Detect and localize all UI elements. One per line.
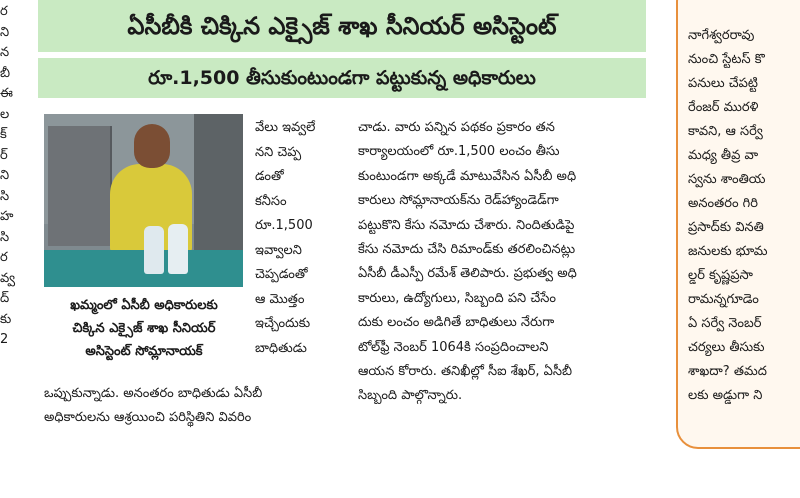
text-line: మధ్య తీవ్ర వా <box>688 148 759 163</box>
text-line: హ <box>0 209 14 224</box>
headline: ఏసీబీకి చిక్కిన ఎక్సైజ్ శాఖ సీనియర్ అసిస్టెంట్ <box>38 0 646 52</box>
text-line: ని <box>0 168 10 183</box>
text-line: పట్టుకొని కేసు నమోదు చేశారు. నిందితుడిపై <box>358 217 575 233</box>
text-line: కు <box>0 311 12 327</box>
text-line: టోల్‌ఫ్రీ నెంబర్ 1064కి సంప్రదించాలని <box>358 339 549 355</box>
subheadline: రూ.1,500 తీసుకుంటుండగా పట్టుకున్న అధికారులు <box>38 58 646 98</box>
text-line: ప్రసాద్‌కు వినతి <box>688 220 764 235</box>
text-line: స్వను శాంతియ <box>688 172 766 187</box>
text-line: కార్యాలయంలో రూ.1,500 లంచం తీసు <box>358 144 560 160</box>
text-line: 2 <box>0 332 9 347</box>
photo-bottle <box>144 226 164 274</box>
photo-caption <box>44 294 244 363</box>
text-line: ఆయన కోరారు. తనిఖీల్లో సీఐ శేఖర్, ఏసీబీ <box>358 363 573 379</box>
text-line: అనంతరం గిరి <box>688 196 758 211</box>
text-line: రూ.1,500 <box>255 218 313 233</box>
text-line: ర <box>0 4 8 19</box>
text-line: లకు అడ్డుగా ని <box>688 388 763 403</box>
caption-line: అసిస్టెంట్ సోమ్లానాయక్ <box>85 344 203 359</box>
text-line: క్ <box>0 127 7 142</box>
text-line <box>688 0 800 24</box>
news-photo <box>44 114 243 287</box>
text-line: ఏ సర్వే నెంబర్ <box>688 316 762 331</box>
text-line: రేంజర్ మురళి <box>688 100 759 115</box>
article-column-1-bottom <box>44 382 344 430</box>
text-line: డంతో <box>255 169 284 184</box>
text-line: సి <box>0 229 10 245</box>
text-line: ఒప్పుకున్నాడు. అనంతరం బాధితుడు ఏసీబీ <box>44 386 263 401</box>
caption-line: ఖమ్మంలో ఏసీబీ అధికారులకు <box>70 298 218 313</box>
text-line: ఇచ్చేందుకు <box>255 316 311 331</box>
text-line: ఏసీబీ డీఎస్పీ రమేశ్ తెలిపారు. ప్రభుత్వ అధి <box>358 266 577 282</box>
text-line: చాడు. వారు పన్నిన పథకం ప్రకారం తన <box>358 120 555 135</box>
text-line: ఇవ్వాలని <box>255 242 302 258</box>
left-column-fragment <box>0 2 22 351</box>
text-line: ద్ <box>0 291 10 306</box>
photo-person-head <box>134 124 170 168</box>
text-line: ర్ <box>0 147 8 163</box>
text-line: కనీసం <box>255 193 287 209</box>
text-line: బాధితుడు <box>255 340 307 356</box>
article-column-2 <box>358 116 636 409</box>
text-line: కేసు నమోదు చేసి రిమాండ్‌కు తరలించినట్లు <box>358 241 576 257</box>
text-line: కావని, ఆ సర్వే <box>688 124 763 139</box>
text-line: జనులకు భూమ <box>688 244 768 259</box>
text-line: న <box>0 45 10 60</box>
text-line: కారులు సోమ్లానాయక్‌ను రెడ్‌హ్యాండెడ్‌గా <box>358 193 559 209</box>
text-line: రామన్నగూడెం <box>688 292 759 307</box>
text-line: ల్డర్ కృష్ణప్రసా <box>688 268 753 283</box>
text-line: నాగేశ్వరరావు <box>688 28 755 43</box>
text-line: దుకు లంచం అడిగితే బాధితులు నేరుగా <box>358 315 555 331</box>
caption-line: చిక్కిన ఎక్సైజ్ శాఖ సీనియర్ <box>72 321 216 336</box>
text-line: అధికారులను ఆశ్రయించి పరిస్థితిని వివరిం <box>44 410 252 425</box>
text-line: నని చెప్ప <box>255 144 302 160</box>
text-line: ఈ <box>0 86 13 101</box>
text-line: చెప్పడంతో <box>255 267 308 282</box>
photo-cabinet <box>48 126 112 246</box>
text-line: కుంటుండగా అక్కడే మాటువేసిన ఏసీబీ అధి <box>358 168 577 184</box>
text-line: ని <box>0 24 10 40</box>
text-line: పనులు చేపట్టి <box>688 76 758 91</box>
sidebar-article-column <box>688 0 800 408</box>
text-line: వేలు ఇవ్వలే <box>255 120 316 135</box>
text-line: కారులు, ఉద్యోగులు, సిబ్బంది పని చేసేం <box>358 290 556 306</box>
photo-cabinet-right <box>194 114 243 254</box>
photo-bottle <box>168 224 188 274</box>
text-line: చర్యలు తీసుకు <box>688 340 765 355</box>
text-line: బీ <box>0 65 11 81</box>
text-line: సిబ్బంది పాల్గొన్నారు. <box>358 388 463 404</box>
text-line: వ్వ <box>0 270 16 286</box>
text-line: నుంచి స్టేటస్ కొ <box>688 52 765 67</box>
text-line: ల <box>0 106 10 122</box>
text-line: ఆ మొత్తం <box>255 291 305 307</box>
article-wrap-column <box>255 116 343 361</box>
text-line: సి <box>0 188 10 204</box>
text-line: శాఖదా? తమద <box>688 364 767 379</box>
text-line: ర <box>0 250 8 265</box>
